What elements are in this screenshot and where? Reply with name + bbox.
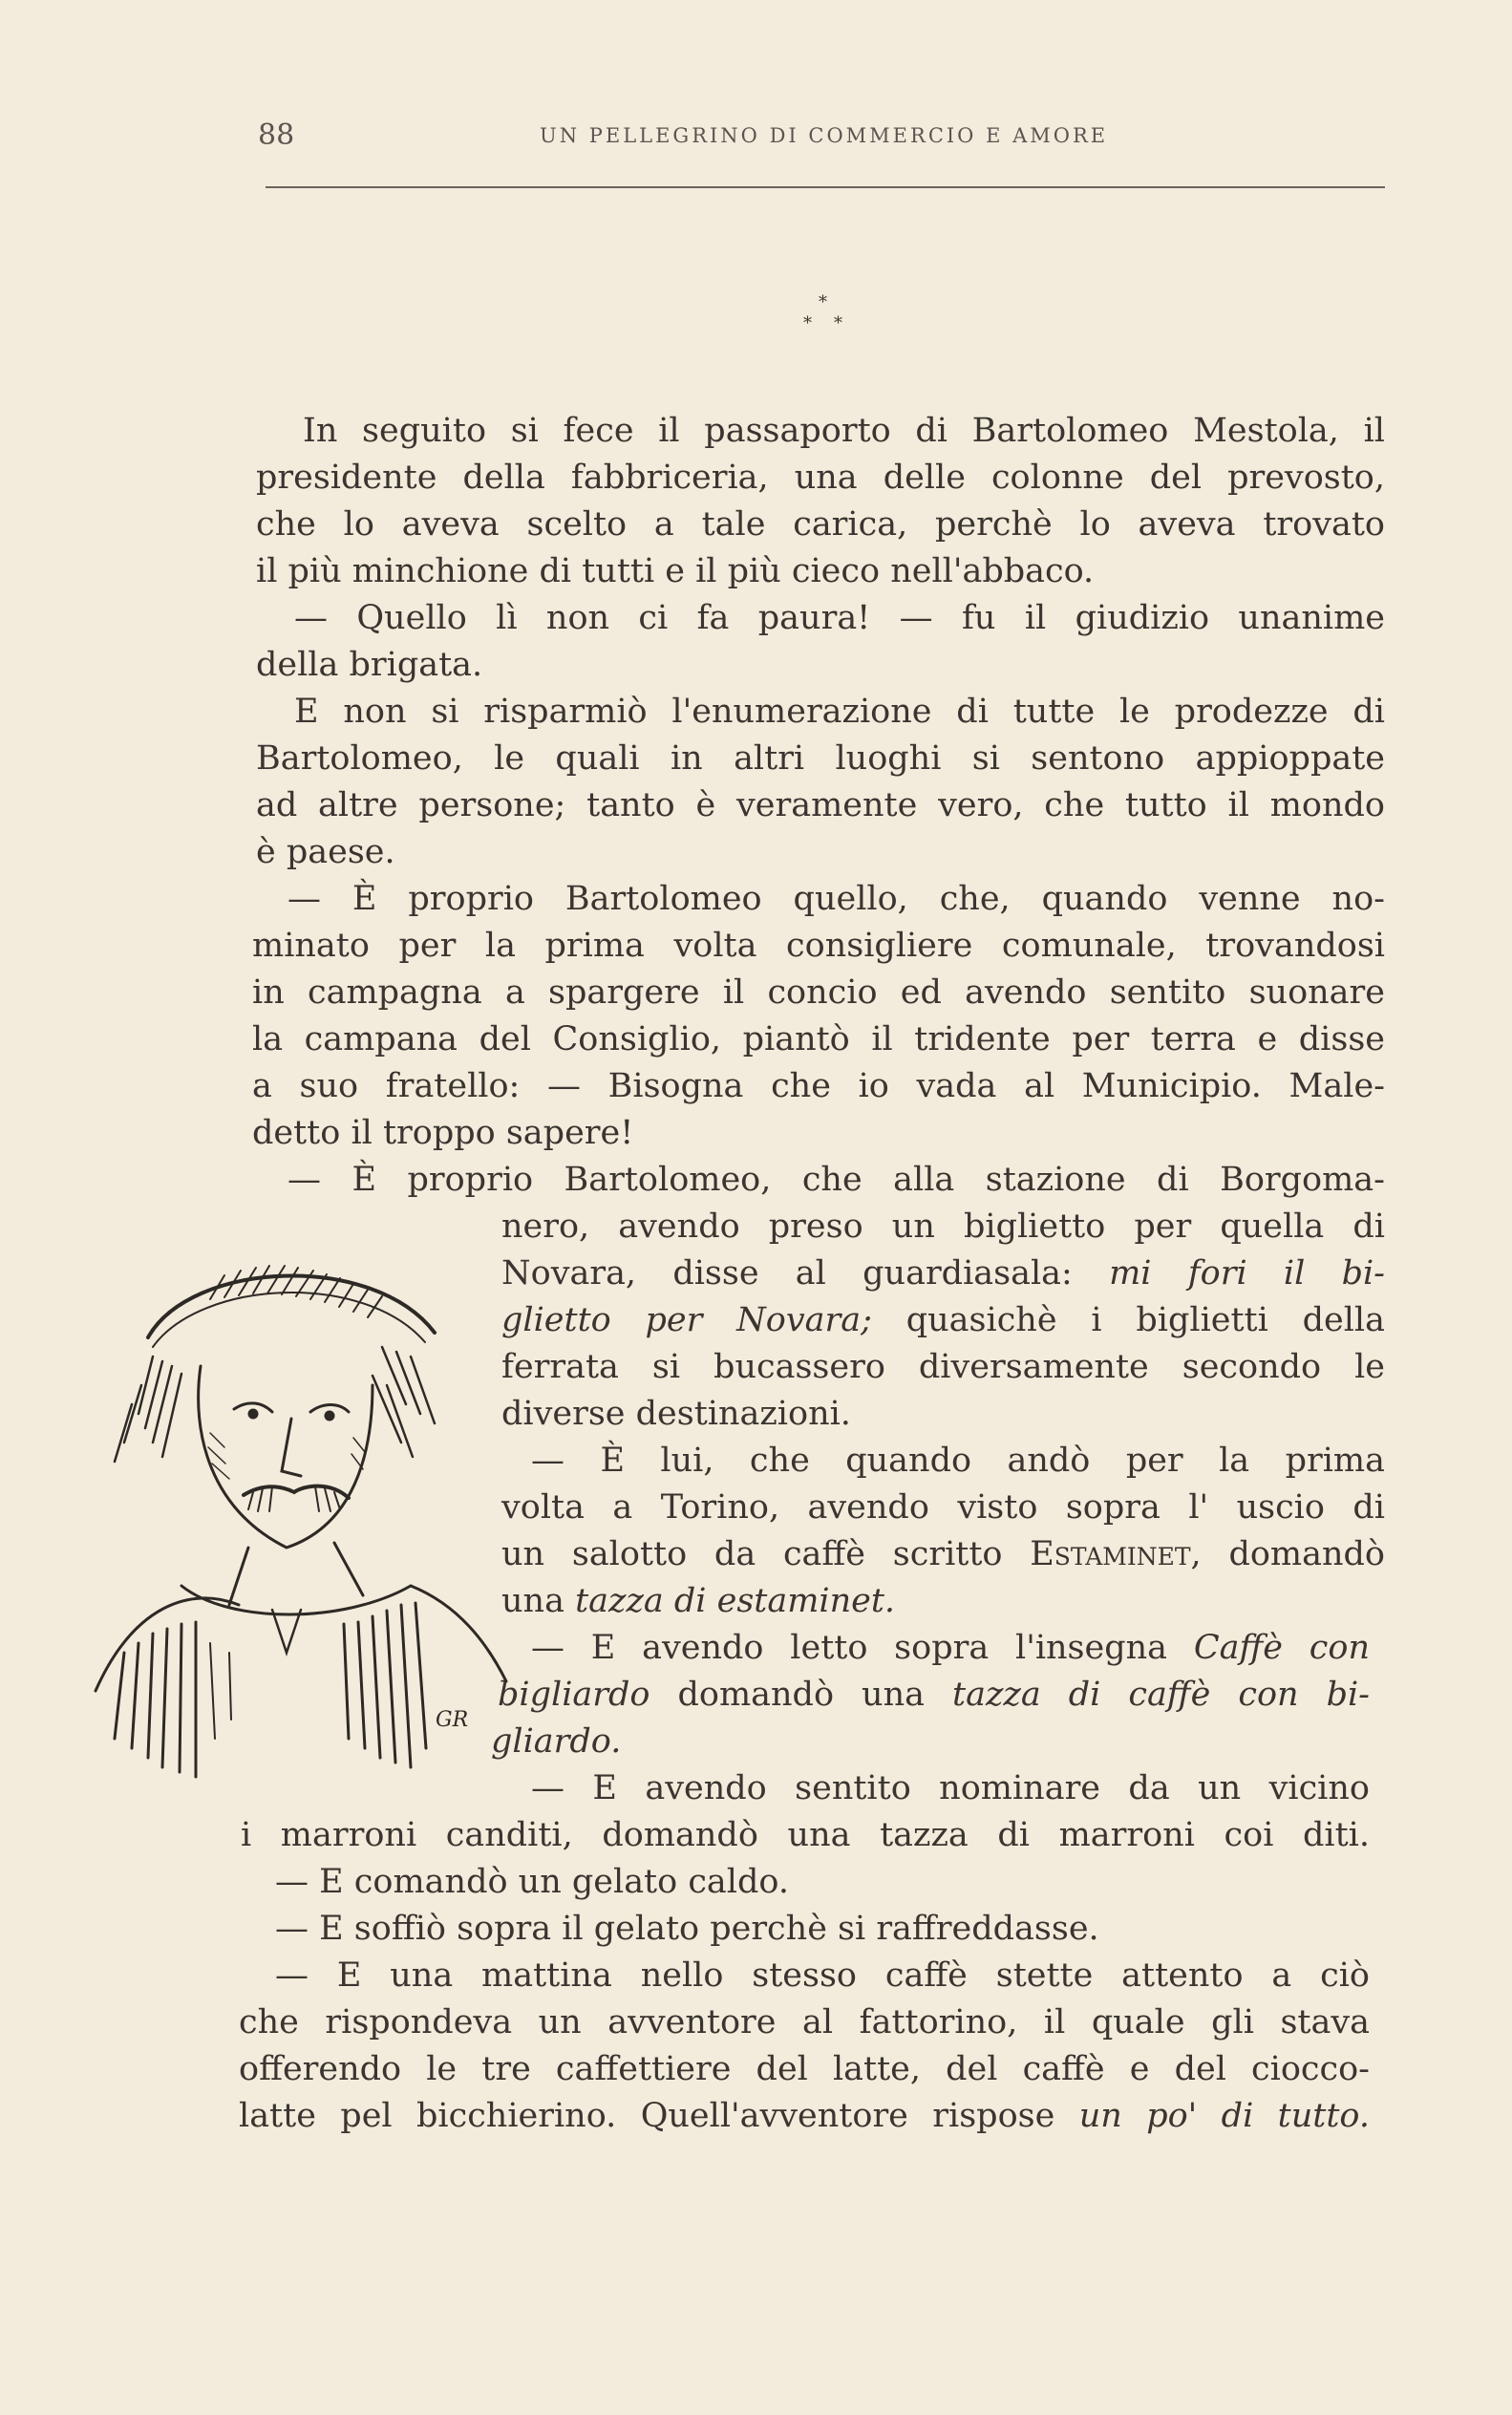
page-number: 88 xyxy=(258,118,295,152)
asterism-star-top: * xyxy=(819,292,827,312)
text-line: la campana del Consiglio, piantò il tridente per terra e disse xyxy=(252,1020,1385,1058)
text-span: Novara, disse al guardiasala: xyxy=(501,1254,1110,1293)
text-line: — E una mattina nello stesso caffè stette attento a ciò xyxy=(275,1956,1370,1995)
text-line xyxy=(498,1676,1370,1714)
smallcaps-span: Estaminet xyxy=(1030,1535,1191,1573)
text-line: ad altre persone; tanto è veramente vero, che tutto il mondo xyxy=(256,786,1385,824)
section-break-asterism xyxy=(798,292,855,340)
text-span: — E avendo letto sopra l'insegna xyxy=(531,1629,1194,1667)
text-line: nero, avendo preso un biglietto per quella di xyxy=(501,1208,1385,1246)
italic-span: gliardo. xyxy=(491,1722,622,1761)
italic-span: un po' di tutto. xyxy=(1078,2097,1370,2135)
text-line: — E soffiò sopra il gelato perchè si raffreddasse. xyxy=(275,1910,1099,1948)
text-line xyxy=(239,2097,1370,2135)
text-line: — È proprio Bartolomeo, che alla stazione di Borgoma- xyxy=(287,1161,1385,1199)
text-line: Bartolomeo, le quali in altri luoghi si sentono appioppate xyxy=(256,739,1385,778)
text-span: un salotto da caffè scritto xyxy=(501,1535,1031,1573)
portrait-sketch-icon xyxy=(57,1242,516,1786)
header-rule xyxy=(266,186,1385,188)
running-title: UN PELLEGRINO DI COMMERCIO E AMORE xyxy=(540,124,1109,147)
text-line: — E comandò un gelato caldo. xyxy=(275,1863,789,1901)
text-line: della brigata. xyxy=(256,646,483,684)
text-line: a suo fratello: — Bisogna che io vada al Municipio. Male- xyxy=(252,1067,1385,1105)
text-line xyxy=(501,1301,1385,1339)
italic-span: glietto per Novara; xyxy=(501,1301,872,1339)
text-line: detto il troppo sapere! xyxy=(252,1114,634,1152)
text-line xyxy=(501,1254,1385,1293)
text-line: il più minchione di tutti e il più cieco nell'abbaco. xyxy=(256,552,1095,590)
text-span: quasichè i biglietti della xyxy=(871,1301,1385,1339)
text-line: E non si risparmiò l'enumerazione di tutte le prodezze di xyxy=(294,693,1385,731)
text-span: domandò una xyxy=(650,1676,953,1714)
text-line: presidente della fabbriceria, una delle colonne del prevosto, xyxy=(256,459,1385,497)
text-line: diverse destinazioni. xyxy=(501,1395,851,1433)
asterism-star-right: * xyxy=(834,313,842,333)
text-span: una xyxy=(501,1582,576,1620)
text-line: volta a Torino, avendo visto sopra l' uscio di xyxy=(501,1488,1385,1527)
text-line xyxy=(531,1629,1370,1667)
text-line: In seguito si fece il passaporto di Bartolomeo Mestola, il xyxy=(303,412,1385,450)
text-line: — È lui, che quando andò per la prima xyxy=(531,1442,1385,1480)
text-line: in campagna a spargere il concio ed avendo sentito suonare xyxy=(252,973,1385,1012)
text-line: — Quello lì non ci fa paura! — fu il giudizio unanime xyxy=(294,599,1385,637)
italic-span: Caffè con xyxy=(1193,1629,1371,1667)
text-line: che lo aveva scelto a tale carica, perchè lo aveva trovato xyxy=(256,505,1385,544)
text-line: che rispondeva un avventore al fattorino, il quale gli stava xyxy=(239,2003,1370,2041)
text-line: offerendo le tre caffettiere del latte, del caffè e del ciocco- xyxy=(239,2050,1370,2088)
text-line: ferrata si bucassero diversamente secondo le xyxy=(501,1348,1385,1386)
text-line xyxy=(501,1535,1385,1573)
text-line: minato per la prima volta consigliere comunale, trovandosi xyxy=(252,927,1385,965)
text-span: latte pel bicchierino. Quell'avventore rispose xyxy=(239,2097,1079,2135)
text-line: — È proprio Bartolomeo quello, che, quando venne no- xyxy=(287,880,1385,918)
asterism-star-left: * xyxy=(803,313,812,333)
italic-span: bigliardo xyxy=(498,1676,650,1714)
text-line: i marroni canditi, domandò una tazza di marroni coi diti. xyxy=(241,1816,1370,1854)
artist-monogram: GR xyxy=(436,1708,469,1732)
text-span: , domandò xyxy=(1190,1535,1385,1573)
text-line: — E avendo sentito nominare da un vicino xyxy=(531,1769,1370,1807)
text-line xyxy=(501,1582,895,1620)
italic-span: tazza di caffè con bi- xyxy=(952,1676,1370,1714)
italic-span: mi fori il bi- xyxy=(1109,1254,1385,1293)
text-line: è paese. xyxy=(256,833,395,871)
italic-span: tazza di estaminet. xyxy=(575,1582,896,1620)
